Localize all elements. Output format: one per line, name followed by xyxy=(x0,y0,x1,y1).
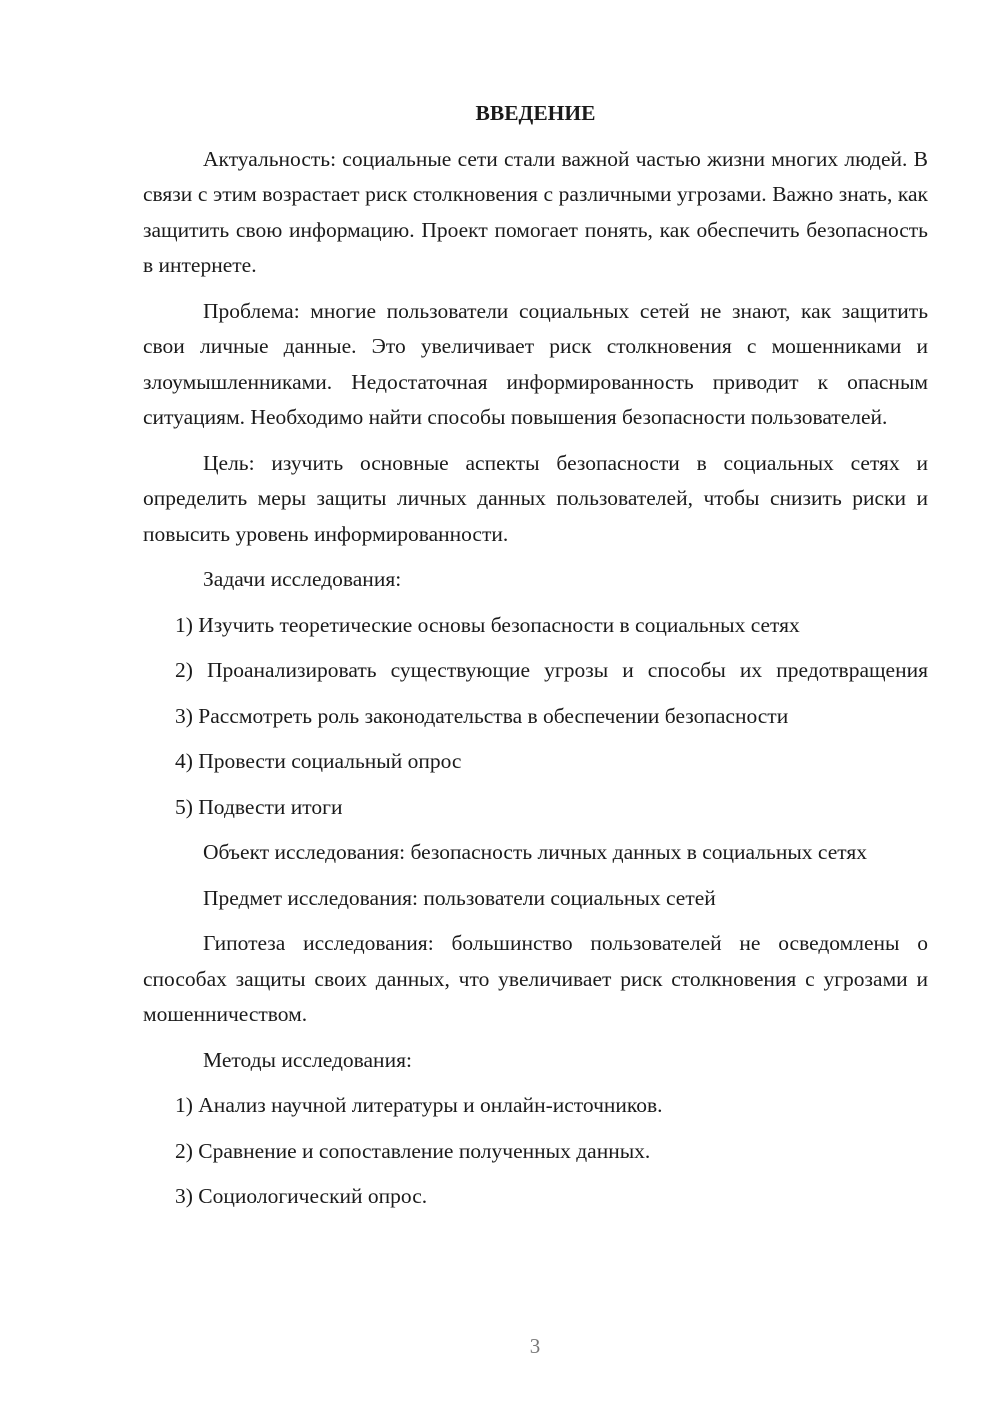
task-item-5: 5) Подвести итоги xyxy=(175,794,343,819)
method-item-1: 1) Анализ научной литературы и онлайн-источников. xyxy=(175,1093,663,1117)
paragraph-object: Объект исследования: безопасность личных данных в социальных сетях xyxy=(203,840,867,864)
task-item-2 xyxy=(143,653,928,689)
paragraph-problem: Проблема: многие пользователи социальных сетей не знают, как защитить свои личные данные. Это увеличивает риск столкновения с мошенниками и злоумышленниками. Недостаточная информированность приводит к опасным ситуациям. Необходимо найти способы повышения безопасности пользователей. xyxy=(143,298,928,429)
method-item-2: 2) Сравнение и сопоставление полученных данных. xyxy=(175,1138,651,1163)
task-item-4: 4) Провести социальный опрос xyxy=(175,749,462,773)
task-item-1: 1) Изучить теоретические основы безопасности в социальных сетях xyxy=(175,612,800,637)
tasks-heading: Задачи исследования: xyxy=(203,567,402,591)
page-content xyxy=(143,96,928,1225)
paragraph-hypothesis: Гипотеза исследования: большинство пользователей не осведомлены о способах защиты своих данных, что увеличивает риск столкновения с угрозами и мошенничеством. xyxy=(143,931,928,1026)
method-item-3: 3) Социологический опрос. xyxy=(175,1184,428,1208)
paragraph-relevance: Актуальность: социальные сети стали важной частью жизни многих людей. В связи с этим возрастает риск столкновения с различными угрозами. Важно знать, как защитить свою информацию. Проект помогает понять, как обеспечить безопасность в интернете. xyxy=(143,146,928,277)
methods-heading: Методы исследования: xyxy=(203,1047,412,1072)
paragraph-goal: Цель: изучить основные аспекты безопасности в социальных сетях и определить меры защиты личных данных пользователей, чтобы снизить риски и повысить уровень информированности. xyxy=(143,450,928,546)
page-title: ВВЕДЕНИЕ xyxy=(475,101,596,125)
task-item-2-text: 2) Проанализировать существующие угрозы и способы их предотвращения xyxy=(175,658,928,682)
task-item-3: 3) Рассмотреть роль законодательства в обеспечении безопасности xyxy=(175,703,789,728)
page-number: 3 xyxy=(529,1334,541,1358)
paragraph-subject: Предмет исследования: пользователи социальных сетей xyxy=(203,885,716,910)
